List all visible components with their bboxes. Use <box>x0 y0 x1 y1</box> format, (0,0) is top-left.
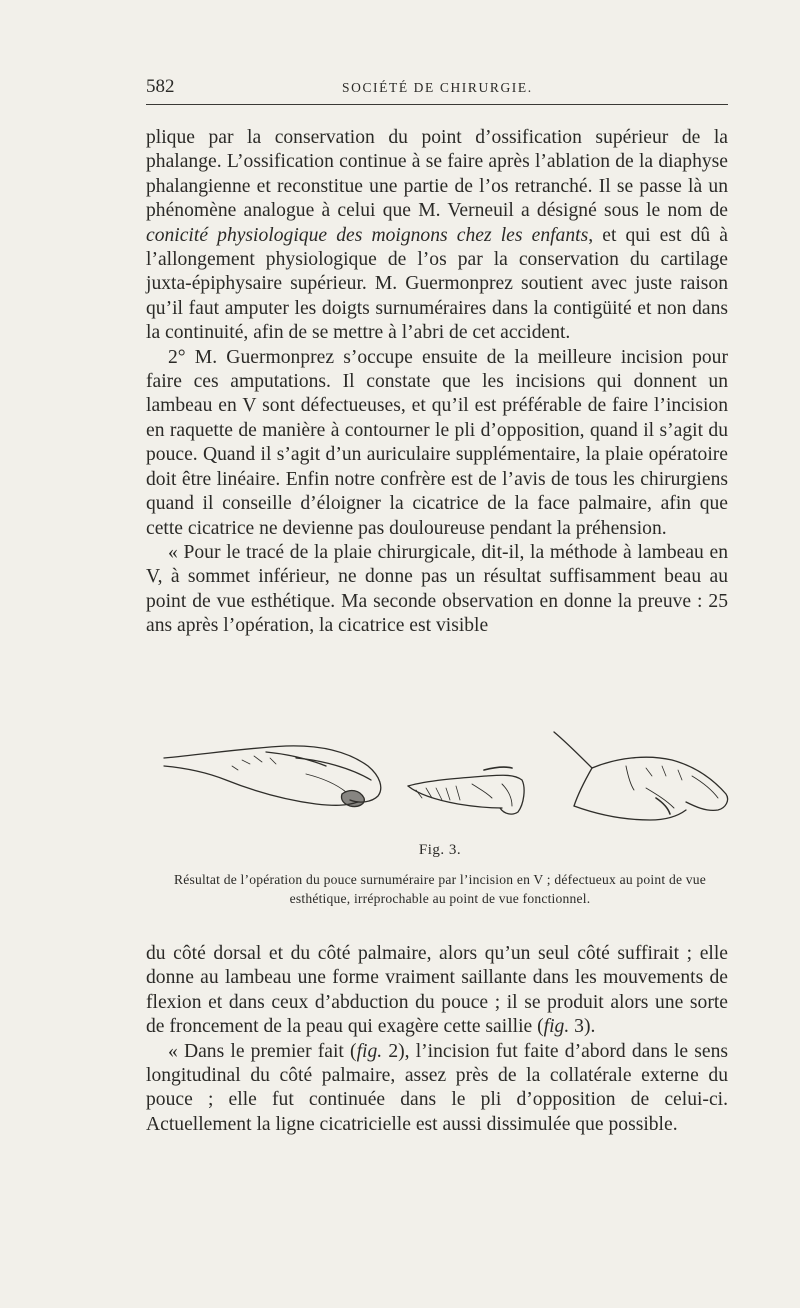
paragraph-5-text-c: 2), l’incision fut faite d’abord dans le sens longitudinal du côté palmaire, assez près de la collatérale externe du pouce ; elle fut continuée dans le pli d’opposition de celui-ci. Actuellement la ligne cicatricielle est aussi dissimulée que possible. <box>146 1040 728 1135</box>
paragraph-4-text-c: 3). <box>569 1016 596 1038</box>
paragraph-5-fig-ref: fig. <box>356 1040 383 1062</box>
paragraph-4 <box>146 942 728 1040</box>
hand-drawing-2 <box>408 767 524 814</box>
running-head <box>146 76 728 100</box>
figure-label: Fig. 3. <box>418 842 462 858</box>
hand-drawing-1 <box>164 746 381 807</box>
paragraph-3: « Pour le tracé de la plaie chirurgicale, dit-il, la méthode à lambeau en V, à sommet inférieur, ne donne pas un résultat suffisamment beau au point de vue esthétique. Ma seconde observation en donne la preuve : 25 ans après l’opération, la cicatrice est visible <box>146 541 728 637</box>
hand-illustration <box>146 728 736 848</box>
journal-title: SOCIÉTÉ DE CHIRURGIE. <box>342 80 533 95</box>
paragraph-4-text-a: du côté dorsal et du côté palmaire, alors qu’un seul côté suffirait ; elle donne au lambeau une forme vraiment saillante dans les mouvements de flexion et dans ceux d’abduction du pouce ; il se produit alors une sorte de froncement de la peau qui exagère cette saillie ( <box>146 943 728 1038</box>
page-number: 582 <box>146 76 175 97</box>
paragraph-4-fig-ref: fig. <box>543 1016 570 1038</box>
hand-drawing-3 <box>554 732 728 820</box>
figure-caption: Résultat de l’opération du pouce surnuméraire par l’incision en V ; défectueux au point de vue esthétique, irréprochable au point de vue fonctionnel. <box>173 872 707 906</box>
paragraph-1 <box>146 126 728 346</box>
paragraph-5-text-a: « Dans le premier fait ( <box>168 1040 357 1062</box>
paragraph-5 <box>146 1040 728 1138</box>
body-text-bottom <box>146 942 728 1137</box>
paragraph-1-italic: conicité physiologique des moignons chez les enfants <box>146 224 589 246</box>
figure-illustration <box>146 728 736 848</box>
paragraph-1-text-a: plique par la conservation du point d’ossification supérieur de la phalange. L’ossification continue à se faire après l’ablation de la diaphyse phalangienne et reconstitue une partie de l’os retranché. Il se passe là un phénomène analogue à celui que M. Verneuil a désigné sous le nom de <box>146 127 728 222</box>
header-rule <box>146 104 728 105</box>
body-text-top <box>146 126 728 639</box>
paragraph-2: 2° M. Guermonprez s’occupe ensuite de la meilleure incision pour faire ces amputations. Il constate que les incisions qui donnent un lambeau en V sont défectueuses, et qu’il est préférable de faire l’incision en raquette de manière à contourner le pli d’opposition, quand il s’agit du pouce. Quand il s’agit d’un auriculaire supplémentaire, la plaie opératoire doit être linéaire. Enfin notre confrère est de l’avis de tous les chirurgiens quand il conseille d’éloigner la cicatrice de la face palmaire, afin que cette cicatrice ne devienne pas douloureuse pendant la préhension. <box>146 346 728 539</box>
paragraph-1-text-c: , et qui est dû à l’allongement physiologique de l’os par la conservation du cartilage juxta-épiphysaire supérieur. M. Guermonprez soutient avec juste raison qu’il faut amputer les doigts surnuméraires dans la contigüité et non dans la continuité, afin de se mettre à l’abri de cet accident. <box>146 224 728 344</box>
